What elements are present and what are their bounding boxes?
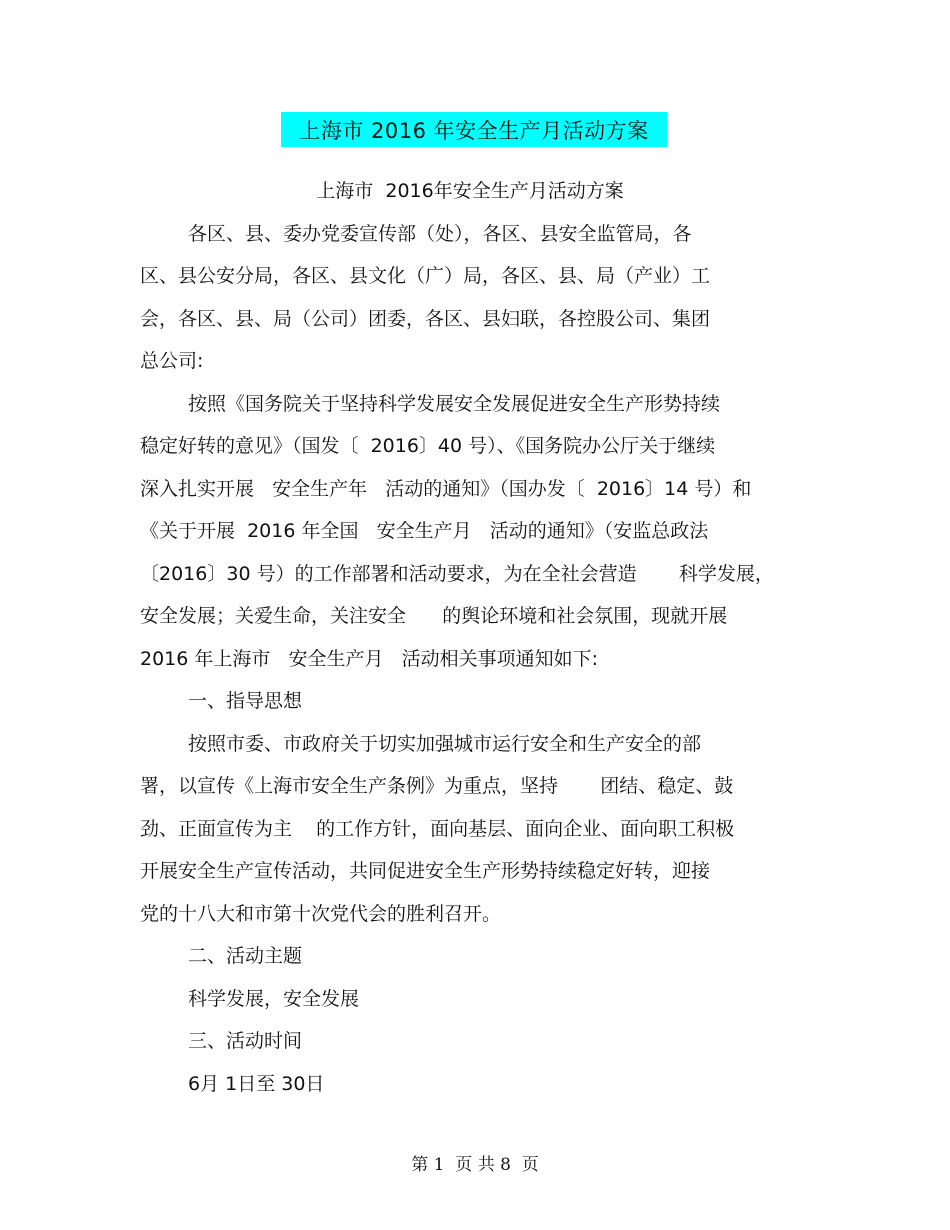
section-line: 党的十八大和市第十次党代会的胜利召开。 — [140, 902, 502, 925]
section-heading: 二、活动主题 — [188, 945, 303, 967]
section-line: 按照市委、市政府关于切实加强城市运行安全和生产安全的部 — [188, 732, 702, 755]
document-body — [140, 170, 800, 1105]
section-line: 劲、正面宣传为主 的工作方针，面向基层、面向企业、面向职工积极 — [140, 817, 735, 840]
addressee-line: 区、县公安分局，各区、县文化（广）局，各区、县、局（产业）工 — [140, 265, 711, 287]
page-number-footer: 第 1 页 共 8 页 — [411, 1155, 539, 1175]
section-heading: 三、活动时间 — [188, 1030, 303, 1052]
highlighted-title: 上海市 2016 年安全生产月活动方案 — [281, 112, 667, 147]
addressee-line: 总公司: — [140, 350, 204, 372]
intro-line: 安全发展；关爱生命，关注安全 的舆论环境和社会氛围，现就开展 — [140, 605, 728, 627]
intro-line: 〔2016〕30 号）的工作部署和活动要求，为在全社会营造 科学发展， — [140, 562, 774, 585]
addressee-line: 会，各区、县、局（公司）团委，各区、县妇联，各控股公司、集团 — [140, 307, 711, 330]
section-line: 开展安全生产宣传活动，共同促进安全生产形势持续稳定好转，迎接 — [140, 860, 711, 882]
intro-line: 按照《国务院关于坚持科学发展安全发展促进安全生产形势持续 — [188, 392, 721, 415]
intro-line: 稳定好转的意见》（国发〔 2016〕40 号）、《国务院办公厅关于继续 — [140, 435, 716, 457]
section-line: 6月 1日至 30日 — [188, 1072, 325, 1095]
intro-line: 深入扎实开展 安全生产年 活动的通知》（国办发〔 2016〕14 号）和 — [140, 477, 752, 500]
intro-line: 《关于开展 2016 年全国 安全生产月 活动的通知》（安监总政法 — [140, 520, 709, 542]
document-subtitle: 上海市 2016年安全生产月活动方案 — [316, 180, 624, 202]
intro-line: 2016 年上海市 安全生产月 活动相关事项通知如下: — [140, 647, 599, 670]
section-heading: 一、指导思想 — [188, 690, 303, 712]
addressee-line: 各区、县、委办党委宣传部（处），各区、县安全监管局，各 — [188, 222, 692, 245]
section-line: 科学发展，安全发展 — [188, 987, 360, 1010]
section-line: 署，以宣传《上海市安全生产条例》为重点，坚持 团结、稳定、鼓 — [140, 775, 734, 797]
